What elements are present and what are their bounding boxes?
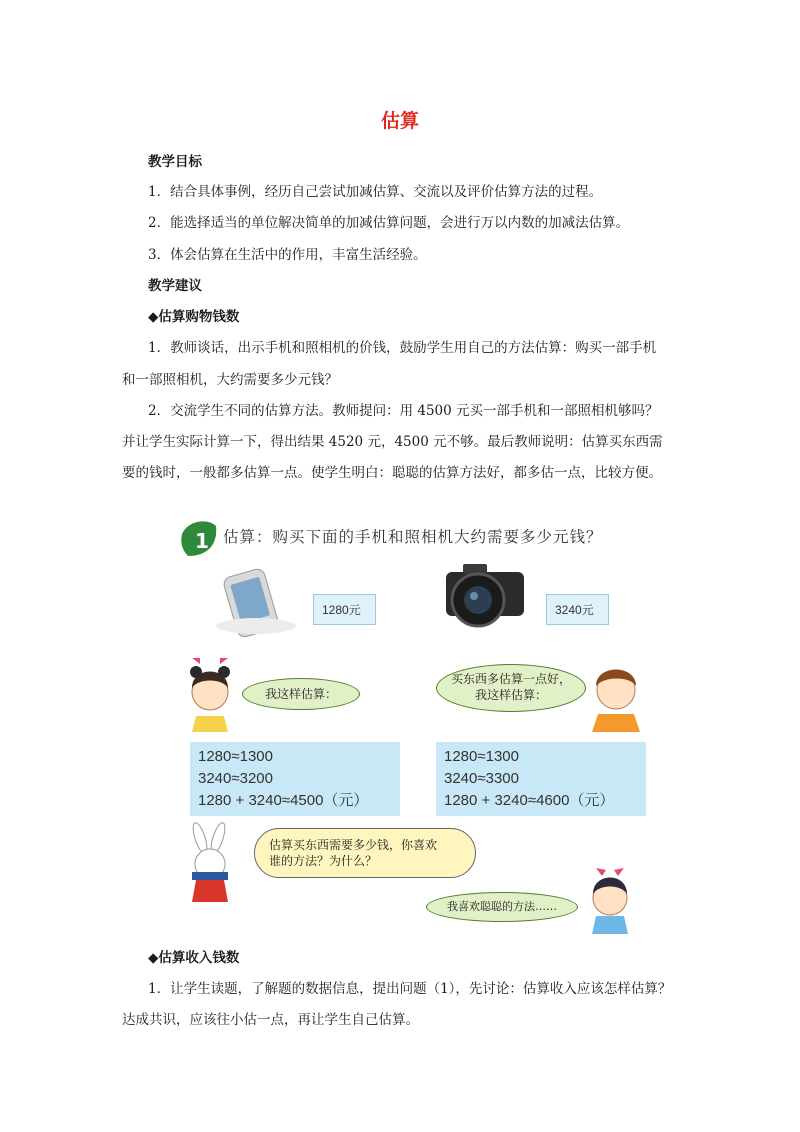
left-calc-line1: 1280≈1300 — [198, 748, 273, 765]
girl2-icon — [592, 868, 628, 934]
goals-heading: 教学目标 — [148, 154, 202, 170]
girl2-speech-bubble — [426, 892, 578, 922]
rabbit-speech-bubble — [254, 828, 476, 878]
left-calculation-box — [190, 742, 400, 816]
left-calc-line2: 3240≈3200 — [198, 770, 273, 787]
page-title: 估算 — [380, 110, 419, 132]
girl-bubble-text: 我这样估算： — [264, 687, 337, 701]
sub1-p2-line3: 要的钱时，一般都多估算一点。使学生明白：聪聪的估算方法好，都多估一点，比较方便。 — [122, 465, 662, 481]
phone-icon — [216, 567, 296, 638]
figure-number: 1 — [195, 529, 209, 553]
right-calc-line3: 1280 + 3240≈4600（元） — [444, 792, 615, 809]
boy-icon — [592, 670, 640, 733]
suggest-heading: 教学建议 — [148, 278, 202, 294]
sub1-heading: ◆估算购物钱数 — [148, 309, 240, 325]
right-calc-line1: 1280≈1300 — [444, 748, 519, 765]
sub2-p1-line2: 达成共识，应该往小估一点，再让学生自己估算。 — [122, 1012, 419, 1028]
phone-price-tag: 1280元 — [313, 594, 376, 625]
boy-speech-bubble — [436, 664, 586, 712]
rabbit-icon — [190, 821, 228, 902]
right-calc-line2: 3240≈3300 — [444, 770, 519, 787]
girl-speech-bubble — [242, 678, 360, 710]
sub1-p2-line2: 并让学生实际计算一下，得出结果 4520 元，4500 元不够。最后教师说明：估算买东西需 — [122, 434, 663, 450]
boy-bubble-line1: 买东西多估算一点好， — [450, 672, 571, 686]
sub2-heading: ◆估算收入钱数 — [148, 950, 240, 966]
figure-question: 估算：购买下面的手机和照相机大约需要多少元钱？ — [223, 528, 603, 546]
girl-icon — [190, 658, 230, 732]
boy-bubble-line2: 我这样估算： — [474, 688, 547, 702]
right-calculation-box — [436, 742, 646, 816]
rabbit-bubble-line2: 谁的方法？为什么？ — [269, 854, 378, 868]
sub1-p2-line1: 2．交流学生不同的估算方法。教师提问：用 4500 元买一部手机和一部照相机够吗？ — [148, 403, 659, 419]
goal-3: 3．体会估算在生活中的作用，丰富生活经验。 — [148, 247, 427, 263]
goal-1: 1．结合具体事例，经历自己尝试加减估算、交流以及评价估算方法的过程。 — [148, 184, 603, 200]
girl2-bubble-text: 我喜欢聪聪的方法…… — [447, 900, 557, 913]
sub2-p1-line1: 1．让学生读题，了解题的数据信息，提出问题（1），先讨论：估算收入应该怎样估算？ — [148, 981, 672, 997]
goal-2: 2．能选择适当的单位解决简单的加减估算问题，会进行万以内数的加减法估算。 — [148, 215, 630, 231]
camera-icon — [446, 564, 524, 626]
sub1-p1-line1: 1．教师谈话，出示手机和照相机的价钱，鼓励学生用自己的方法估算：购买一部手机 — [148, 340, 657, 356]
sub1-p1-line2: 和一部照相机，大约需要多少元钱？ — [122, 372, 338, 388]
rabbit-bubble-line1: 估算买东西需要多少钱，你喜欢 — [269, 838, 438, 852]
camera-price-tag: 3240元 — [546, 594, 609, 625]
left-calc-line3: 1280 + 3240≈4500（元） — [198, 792, 369, 809]
textbook-illustration — [178, 516, 648, 936]
